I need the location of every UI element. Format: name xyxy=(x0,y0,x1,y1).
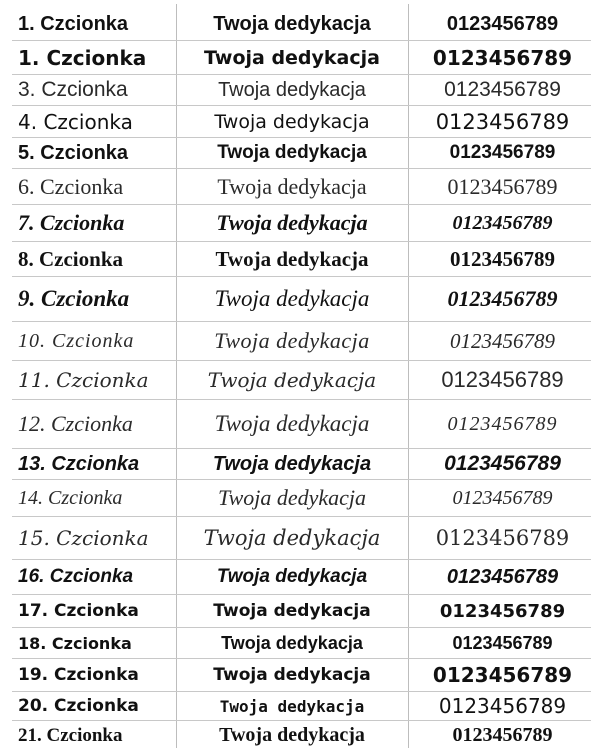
font-name: 7. Czcionka xyxy=(18,210,125,235)
digits-sample: 0123456789 xyxy=(435,109,570,134)
digits-sample: 0123456789 xyxy=(444,452,561,475)
digits-sample: 0123456789 xyxy=(449,142,556,163)
font-row-3 xyxy=(0,75,603,105)
dedication-sample: Twoja dedykacja xyxy=(217,485,367,510)
dedication-sample: Twoja dedykacja xyxy=(214,286,370,311)
dedication-sample: Twoja dedykacja xyxy=(219,696,365,716)
font-name: 1. Czcionka xyxy=(18,12,129,35)
digits-sample: 0123456789 xyxy=(452,486,553,509)
font-name: 17. Czcionka xyxy=(18,601,139,621)
dedication-sample: Twoja dedykacja xyxy=(214,411,370,436)
dedication-sample: Twoja dedykacja xyxy=(218,78,366,101)
font-row-13 xyxy=(0,449,603,479)
font-row-16 xyxy=(0,560,603,594)
font-row-11 xyxy=(0,361,603,399)
font-row-14 xyxy=(0,480,603,516)
font-row-6 xyxy=(0,169,603,204)
font-name: 3. Czcionka xyxy=(18,78,128,101)
digits-sample: 0123456789 xyxy=(450,246,555,271)
digits-sample: 0123456789 xyxy=(441,367,564,392)
font-row-7 xyxy=(0,205,603,241)
digits-sample: 0123456789 xyxy=(432,663,573,687)
font-row-19 xyxy=(0,659,603,691)
font-name: 15. Czcionka xyxy=(18,526,149,550)
font-row-8 xyxy=(0,242,603,276)
digits-sample: 0123456789 xyxy=(432,45,573,70)
dedication-sample: Twoja dedykacja xyxy=(217,142,367,163)
digits-sample: 0123456789 xyxy=(447,286,558,311)
font-name: 12. Czcionka xyxy=(18,411,133,436)
digits-sample: 0123456789 xyxy=(446,12,559,35)
font-row-2 xyxy=(0,41,603,74)
font-name: 9. Czcionka xyxy=(18,286,130,311)
font-name: 6. Czcionka xyxy=(18,173,124,199)
digits-sample: 0123456789 xyxy=(447,412,558,435)
font-name: 10. Czcionka xyxy=(18,329,135,352)
font-name: 1. Czcionka xyxy=(18,45,147,70)
dedication-sample: Twoja dedykacja xyxy=(213,665,371,685)
font-name: 21. Czcionka xyxy=(18,724,123,746)
dedication-sample: Twoja dedykacja xyxy=(214,328,370,353)
font-row-20 xyxy=(0,692,603,720)
font-name: 20. Czcionka xyxy=(18,696,139,716)
font-name: 4. Czcionka xyxy=(18,109,133,134)
digits-sample: 0123456789 xyxy=(446,565,559,588)
digits-sample: 0123456789 xyxy=(452,632,553,653)
font-row-18 xyxy=(0,628,603,658)
dedication-sample: Twoja dedykacja xyxy=(204,46,380,69)
digits-sample: 0123456789 xyxy=(452,211,553,234)
font-name: 8. Czcionka xyxy=(18,246,123,271)
digits-sample: 0123456789 xyxy=(444,78,561,101)
dedication-sample: Twoja dedykacja xyxy=(213,12,371,35)
digits-sample: 0123456789 xyxy=(435,526,570,550)
dedication-sample: Twoja dedykacja xyxy=(203,526,381,550)
dedication-sample: Twoja dedykacja xyxy=(221,632,363,653)
dedication-sample: Twoja dedykacja xyxy=(215,246,369,271)
digits-sample: 0123456789 xyxy=(452,724,553,746)
font-row-21 xyxy=(0,721,603,750)
digits-sample: 0123456789 xyxy=(439,600,566,622)
font-row-12 xyxy=(0,400,603,448)
font-name: 16. Czcionka xyxy=(18,566,134,587)
font-row-1 xyxy=(0,8,603,40)
dedication-sample: Twoja dedykacja xyxy=(207,368,377,392)
dedication-sample: Twoja dedykacja xyxy=(212,452,372,475)
font-name: 11. Czcionka xyxy=(18,368,149,392)
dedication-sample: Twoja dedykacja xyxy=(216,210,368,235)
digits-sample: 0123456789 xyxy=(447,173,558,199)
font-name: 5. Czcionka xyxy=(18,141,129,164)
font-name: 13. Czcionka xyxy=(18,452,140,475)
dedication-sample: Twoja dedykacja xyxy=(219,724,365,746)
font-name: 14. Czcionka xyxy=(18,486,123,509)
dedication-sample: Twoja dedykacja xyxy=(216,566,368,587)
font-row-9 xyxy=(0,277,603,321)
font-row-4 xyxy=(0,106,603,137)
dedication-sample: Twoja dedykacja xyxy=(213,601,371,621)
dedication-sample: Twoja dedykacja xyxy=(217,173,367,199)
font-row-5 xyxy=(0,138,603,168)
font-row-10 xyxy=(0,322,603,360)
font-row-15 xyxy=(0,517,603,559)
dedication-sample: Twoja dedykacja xyxy=(214,110,370,133)
digits-sample: 0123456789 xyxy=(450,328,555,353)
font-row-17 xyxy=(0,595,603,627)
font-name: 18. Czcionka xyxy=(18,633,132,653)
digits-sample: 0123456789 xyxy=(438,694,567,718)
font-name: 19. Czcionka xyxy=(18,665,139,685)
